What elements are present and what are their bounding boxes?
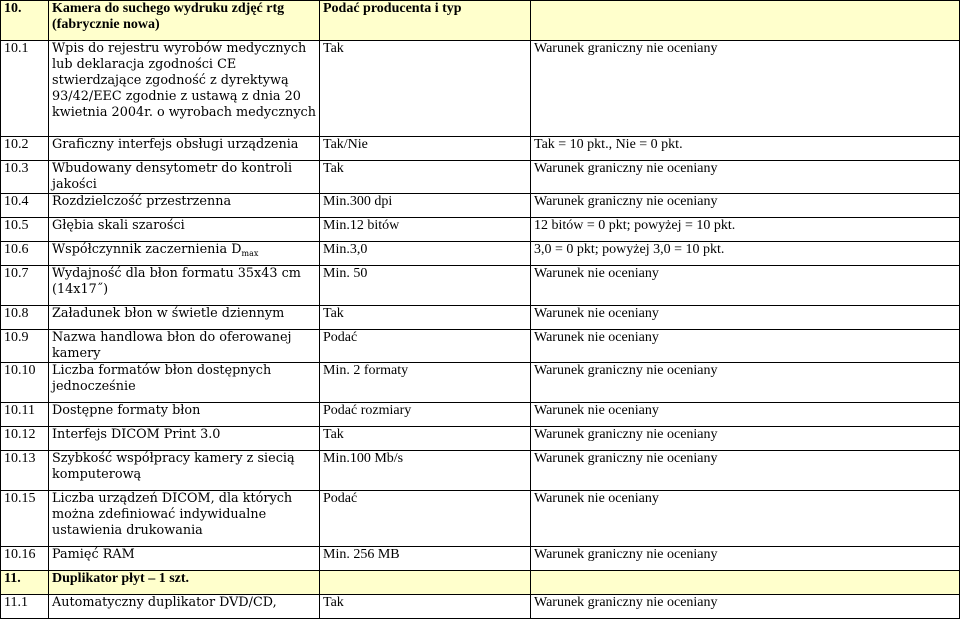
cell-requirement	[320, 1, 531, 41]
cell-requirement-text: Tak	[323, 427, 344, 442]
cell-evaluation-text: Warunek graniczny nie oceniany	[534, 451, 718, 466]
cell-requirement-text: Tak	[323, 306, 344, 321]
cell-requirement-text: Min.100 Mb/s	[323, 451, 404, 466]
cell-number-text: 10.1	[4, 41, 29, 56]
cell-evaluation-text: 3,0 = 0 pkt; powyżej 3,0 = 10 pkt.	[534, 242, 725, 257]
cell-parameter-text: Pamięć RAM	[52, 547, 135, 562]
table-row	[1, 547, 960, 571]
table-row	[1, 266, 960, 306]
cell-requirement	[320, 547, 531, 571]
cell-parameter	[49, 330, 320, 363]
cell-requirement	[320, 306, 531, 330]
cell-parameter-text: Nazwa handlowa błon do oferowanej kamery	[52, 330, 292, 361]
cell-requirement	[320, 330, 531, 363]
cell-parameter	[49, 41, 320, 137]
cell-number-text: 10.15	[4, 491, 36, 506]
cell-number	[1, 547, 49, 571]
cell-evaluation-text: Warunek graniczny nie oceniany	[534, 161, 718, 176]
cell-number	[1, 242, 49, 266]
cell-number-text: 10.6	[4, 242, 29, 257]
cell-number-text: 10.7	[4, 266, 29, 281]
cell-evaluation-text: Warunek nie oceniany	[534, 306, 659, 321]
table-row	[1, 403, 960, 427]
cell-number	[1, 330, 49, 363]
cell-parameter-text: Szybkość współpracy kamery z siecią komputerową	[52, 451, 295, 482]
cell-requirement-text: Podać	[323, 330, 358, 345]
cell-evaluation	[531, 403, 960, 427]
cell-number-text: 10.8	[4, 306, 29, 321]
cell-number	[1, 1, 49, 41]
cell-evaluation	[531, 1, 960, 41]
cell-requirement-text: Tak	[323, 161, 344, 176]
table-row	[1, 451, 960, 491]
cell-evaluation	[531, 451, 960, 491]
cell-number-text: 11.1	[4, 595, 28, 610]
cell-number-text: 10.11	[4, 403, 35, 418]
cell-requirement-text: Min. 2 formaty	[323, 363, 409, 378]
cell-parameter	[49, 242, 320, 266]
cell-evaluation	[531, 363, 960, 403]
cell-parameter	[49, 595, 320, 619]
table-row	[1, 137, 960, 161]
cell-number	[1, 137, 49, 161]
cell-requirement	[320, 451, 531, 491]
cell-evaluation-text: Warunek graniczny nie oceniany	[534, 194, 718, 209]
cell-parameter	[49, 491, 320, 547]
cell-parameter-text: Liczba urządzeń DICOM, dla których można zdefiniować indywidualne ustawienia drukowania	[52, 491, 293, 538]
cell-parameter-text: Dostępne formaty błon	[52, 403, 201, 418]
table-row	[1, 595, 960, 619]
cell-parameter-text: Głębia skali szarości	[52, 218, 185, 233]
cell-evaluation	[531, 306, 960, 330]
cell-number	[1, 403, 49, 427]
table-row	[1, 330, 960, 363]
cell-parameter	[49, 137, 320, 161]
cell-number	[1, 451, 49, 491]
cell-number	[1, 266, 49, 306]
cell-evaluation-text: Warunek graniczny nie oceniany	[534, 41, 718, 56]
cell-evaluation	[531, 571, 960, 595]
cell-parameter-text: Współczynnik zaczernienia D	[52, 242, 242, 257]
table-row	[1, 363, 960, 403]
cell-number	[1, 595, 49, 619]
cell-evaluation	[531, 218, 960, 242]
table-row	[1, 491, 960, 547]
cell-requirement	[320, 363, 531, 403]
cell-number-text: 10.13	[4, 451, 36, 466]
cell-parameter	[49, 451, 320, 491]
cell-evaluation-text: Tak = 10 pkt., Nie = 0 pkt.	[534, 137, 683, 152]
cell-evaluation-text: Warunek nie oceniany	[534, 266, 659, 281]
cell-number	[1, 41, 49, 137]
table-row	[1, 218, 960, 242]
cell-requirement	[320, 242, 531, 266]
section-header-row	[1, 571, 960, 595]
cell-requirement	[320, 218, 531, 242]
cell-parameter-text: Liczba formatów błon dostępnych jednocześnie	[52, 363, 272, 394]
cell-parameter	[49, 403, 320, 427]
cell-parameter-text: Automatyczny duplikator DVD/CD,	[52, 595, 277, 610]
cell-number-text: 10.5	[4, 218, 29, 233]
cell-evaluation	[531, 427, 960, 451]
cell-requirement-text: Tak/Nie	[323, 137, 368, 152]
cell-parameter	[49, 194, 320, 218]
cell-number	[1, 194, 49, 218]
cell-number	[1, 363, 49, 403]
table-row	[1, 41, 960, 137]
cell-requirement-text: Min.12 bitów	[323, 218, 400, 233]
table-row	[1, 306, 960, 330]
table-row	[1, 242, 960, 266]
cell-evaluation	[531, 137, 960, 161]
cell-number-text: 10.10	[4, 363, 36, 378]
cell-number-text: 11.	[4, 571, 21, 586]
table-row	[1, 427, 960, 451]
cell-requirement-text: Podać	[323, 491, 358, 506]
cell-parameter-text: Duplikator płyt – 1 szt.	[52, 571, 190, 586]
cell-requirement-text: Min.3,0	[323, 242, 368, 257]
cell-parameter	[49, 306, 320, 330]
cell-evaluation-text: Warunek graniczny nie oceniany	[534, 427, 718, 442]
cell-evaluation	[531, 242, 960, 266]
cell-requirement	[320, 403, 531, 427]
cell-parameter	[49, 266, 320, 306]
cell-number-text: 10.2	[4, 137, 29, 152]
subscript-text: max	[241, 249, 259, 258]
cell-requirement	[320, 266, 531, 306]
section-header-row	[1, 1, 960, 41]
cell-evaluation	[531, 547, 960, 571]
cell-number	[1, 306, 49, 330]
cell-requirement	[320, 194, 531, 218]
cell-evaluation	[531, 41, 960, 137]
cell-requirement-text: Tak	[323, 41, 344, 56]
table-row	[1, 161, 960, 194]
cell-number	[1, 161, 49, 194]
table-row	[1, 194, 960, 218]
cell-requirement-text: Tak	[323, 595, 344, 610]
cell-parameter	[49, 363, 320, 403]
cell-number-text: 10.	[4, 1, 22, 16]
cell-parameter	[49, 571, 320, 595]
cell-number-text: 10.16	[4, 547, 36, 562]
cell-number-text: 10.9	[4, 330, 29, 345]
cell-parameter-text: Załadunek błon w świetle dziennym	[52, 306, 285, 321]
cell-evaluation-text: Warunek nie oceniany	[534, 330, 659, 345]
cell-number	[1, 427, 49, 451]
cell-evaluation	[531, 595, 960, 619]
cell-evaluation-text: Warunek graniczny nie oceniany	[534, 595, 718, 610]
cell-requirement	[320, 41, 531, 137]
cell-requirement-text: Min. 256 MB	[323, 547, 400, 562]
cell-evaluation-text: Warunek graniczny nie oceniany	[534, 363, 718, 378]
cell-number-text: 10.3	[4, 161, 29, 176]
cell-parameter-text: Rozdzielczość przestrzenna	[52, 194, 232, 209]
cell-number-text: 10.4	[4, 194, 29, 209]
cell-requirement	[320, 161, 531, 194]
cell-number	[1, 571, 49, 595]
cell-number	[1, 218, 49, 242]
cell-requirement	[320, 137, 531, 161]
cell-requirement-text: Min. 50	[323, 266, 368, 281]
cell-parameter-text: Graficzny interfejs obsługi urządzenia	[52, 137, 299, 152]
cell-evaluation	[531, 161, 960, 194]
cell-evaluation-text: 12 bitów = 0 pkt; powyżej = 10 pkt.	[534, 218, 736, 233]
cell-parameter	[49, 427, 320, 451]
cell-evaluation	[531, 266, 960, 306]
cell-parameter-text: Kamera do suchego wydruku zdjęć rtg (fabrycznie nowa)	[52, 1, 285, 32]
cell-evaluation	[531, 194, 960, 218]
cell-number-text: 10.12	[4, 427, 36, 442]
cell-evaluation-text: Warunek nie oceniany	[534, 491, 659, 506]
cell-parameter-text: Interfejs DICOM Print 3.0	[52, 427, 221, 442]
cell-parameter	[49, 218, 320, 242]
cell-parameter-text: Wydajność dla błon formatu 35x43 cm (14x17˝)	[52, 266, 301, 297]
cell-parameter	[49, 161, 320, 194]
cell-evaluation	[531, 330, 960, 363]
cell-parameter	[49, 547, 320, 571]
cell-requirement	[320, 571, 531, 595]
cell-requirement-text: Podać producenta i typ	[323, 1, 462, 16]
cell-requirement	[320, 595, 531, 619]
cell-evaluation-text: Warunek nie oceniany	[534, 403, 659, 418]
cell-requirement-text: Min.300 dpi	[323, 194, 393, 209]
cell-parameter	[49, 1, 320, 41]
cell-evaluation-text: Warunek graniczny nie oceniany	[534, 547, 718, 562]
cell-parameter-text: Wpis do rejestru wyrobów medycznych lub deklaracja zgodności CE stwierdzające zgodność z dyrektywą 93/42/EEC zgodnie z ustawą z dnia 20 kwietnia 2004r. o wyrobach medycznych	[52, 41, 316, 120]
cell-evaluation	[531, 491, 960, 547]
cell-parameter-text: Wbudowany densytometr do kontroli jakości	[52, 161, 293, 192]
cell-number	[1, 491, 49, 547]
cell-requirement-text: Podać rozmiary	[323, 403, 412, 418]
cell-requirement	[320, 491, 531, 547]
cell-requirement	[320, 427, 531, 451]
